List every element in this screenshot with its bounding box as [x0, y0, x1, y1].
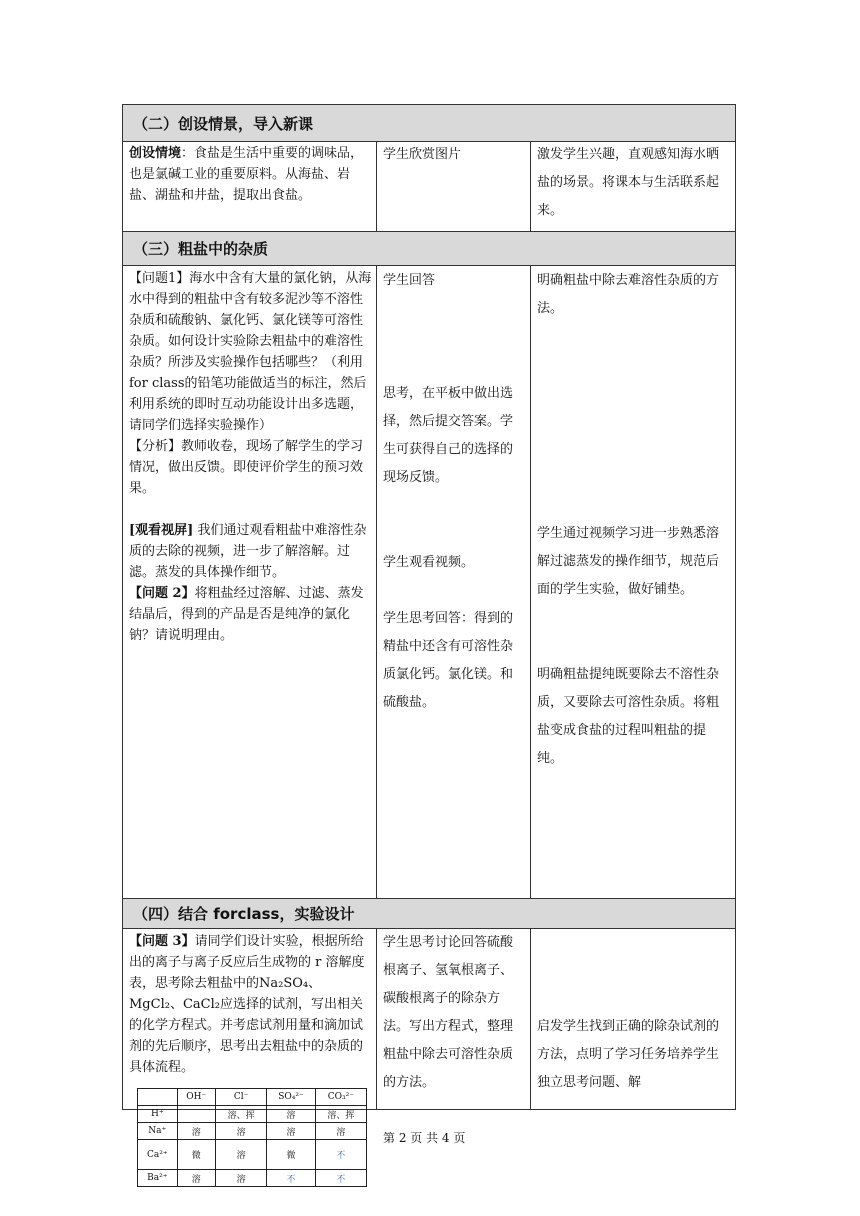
section2-col1-bold: 创设情境 — [129, 146, 182, 161]
section3-col2-c-text: 学生观看视频。 — [383, 555, 475, 570]
section4-col1 — [129, 931, 372, 1078]
table-cell: 溶 — [177, 1123, 215, 1140]
section-heading-4-text: （四）结合 forclass，实验设计 — [133, 904, 355, 923]
table-cell: 微 — [177, 1140, 215, 1170]
table-border-right — [735, 104, 736, 1110]
section3-col3-a-text: 明确粗盐中除去难溶性杂质的方法。 — [537, 273, 720, 316]
table-cell: Na⁺ — [138, 1123, 178, 1140]
section3-col3-a — [537, 267, 730, 323]
table-border-left — [122, 104, 123, 1110]
solubility-table — [137, 1088, 367, 1187]
column-divider — [376, 928, 377, 1110]
column-divider — [530, 141, 531, 231]
table-cell: 溶 — [215, 1170, 266, 1187]
watch-video-label: [观看视屏] — [129, 523, 194, 538]
section2-col1 — [129, 143, 372, 206]
table-cell: 微 — [267, 1140, 316, 1170]
section-heading-2-text: （二）创设情景，导入新课 — [133, 114, 314, 133]
watch-video-text: 我们通过观看粗盐中难溶性杂质的去除的视频，进一步了解溶解。过滤。蒸发的具体操作细节。 — [129, 523, 367, 580]
table-cell: 溶 — [315, 1123, 366, 1140]
table-cell: 溶 — [267, 1106, 316, 1123]
section3-col3-c-text: 明确粗盐提纯既要除去不溶性杂质，又要除去可溶性杂质。将粗盐变成食盐的过程叫粗盐的提纯。 — [537, 667, 720, 766]
table-cell: 不 — [315, 1170, 366, 1187]
column-divider — [530, 265, 531, 898]
section2-col2 — [383, 141, 525, 169]
row-divider — [122, 141, 736, 142]
analysis-text: 【分析】教师收卷，现场了解学生的学习情况，做出反馈。即使评价学生的预习效果。 — [129, 439, 364, 496]
section3-col1 — [129, 268, 372, 646]
section3-col3-b-text: 学生通过视频学习进一步熟悉溶解过滤蒸发的操作细节，规范后面的学生实验，做好铺垫。 — [537, 526, 720, 597]
question2-text: 将粗盐经过溶解、过滤、蒸发结晶后，得到的产品是否是纯净的氯化钠？请说明理由。 — [129, 586, 364, 643]
section-heading-3-text: （三）粗盐中的杂质 — [133, 239, 269, 258]
table-cell — [177, 1106, 215, 1123]
table-cell — [138, 1089, 178, 1106]
question3-text: 请同学们设计实验，根据所给出的离子与离子反应后生成物的 r 溶解度表，思考除去粗盐中的Na₂SO₄、MgCl₂、CaCl₂应选择的试剂，写出相关的化学方程式。并考虑试剂用量和滴加试剂的先后顺序，思考出去粗盐中的杂质的具体流程。 — [129, 934, 365, 1075]
section4-col3 — [537, 1013, 730, 1097]
column-divider — [376, 141, 377, 231]
section-heading-3 — [123, 231, 735, 265]
section3-col2-c — [383, 549, 525, 577]
section3-col2-a-text: 学生回答 — [383, 273, 436, 288]
row-divider — [122, 898, 736, 899]
row-divider — [122, 928, 736, 929]
table-cell: Cl⁻ — [215, 1089, 266, 1106]
table-cell: OH⁻ — [177, 1089, 215, 1106]
section3-col2-a — [383, 267, 525, 295]
table-border-top — [122, 104, 736, 105]
table-cell: 溶、挥 — [315, 1106, 366, 1123]
section3-col3-c — [537, 661, 730, 773]
question2-label: 【问题 2】 — [129, 586, 195, 601]
section2-col1-text: ：食盐是生活中重要的调味品，也是氯碱工业的重要原料。从海盐、岩盐、湖盐和井盐，提取出食盐。 — [129, 146, 364, 203]
table-row — [138, 1123, 367, 1140]
section3-col2-b — [383, 380, 525, 492]
section3-col3-b — [537, 520, 730, 604]
table-cell: 溶 — [267, 1123, 316, 1140]
table-cell: Ba²⁺ — [138, 1170, 178, 1187]
table-row — [138, 1089, 367, 1106]
section4-col3-text: 启发学生找到正确的除杂试剂的方法，点明了学习任务培养学生独立思考问题、解 — [537, 1019, 720, 1090]
table-row — [138, 1140, 367, 1170]
table-cell: CO₃²⁻ — [315, 1089, 366, 1106]
table-cell: 不 — [315, 1140, 366, 1170]
table-row — [138, 1106, 367, 1123]
question3-label: 【问题 3】 — [129, 934, 195, 949]
table-cell: 不 — [267, 1170, 316, 1187]
section2-col3-text: 激发学生兴趣，直观感知海水晒盐的场景。将课本与生活联系起来。 — [537, 147, 720, 218]
section3-col2-b-text: 思考，在平板中做出选择，然后提交答案。学生可获得自己的选择的现场反馈。 — [383, 386, 514, 485]
table-cell: 溶、挥 — [215, 1106, 266, 1123]
page-number: 第 2 页 共 4 页 — [383, 1131, 466, 1145]
row-divider — [122, 265, 736, 266]
table-cell: 溶 — [215, 1123, 266, 1140]
section2-col2-text: 学生欣赏图片 — [383, 147, 462, 162]
section4-col2 — [383, 929, 525, 1097]
question1-text: 【问题1】海水中含有大量的氯化钠，从海水中得到的粗盐中含有较多泥沙等不溶性杂质和硫酸钠、氯化钙、氯化镁等可溶性杂质。如何设计实验除去粗盐中的难溶性杂质？所涉及实验操作包括哪些？（利用for class的铅笔功能做适当的标注，然后利用系统的即时互动功能设计出多选题，请同学们选择实验操作） — [129, 271, 372, 433]
column-divider — [530, 928, 531, 1110]
table-cell: Ca²⁺ — [138, 1140, 178, 1170]
section2-col3 — [537, 141, 730, 225]
column-divider — [376, 265, 377, 898]
table-row — [138, 1170, 367, 1187]
table-cell: H⁺ — [138, 1106, 178, 1123]
section-heading-4 — [123, 898, 735, 928]
table-cell: SO₄²⁻ — [267, 1089, 316, 1106]
row-divider — [122, 231, 736, 232]
section4-col2-text: 学生思考讨论回答硫酸根离子、氢氧根离子、碳酸根离子的除杂方法。写出方程式，整理粗盐中除去可溶性杂质的方法。 — [383, 935, 514, 1090]
section3-col2-d-text: 学生思考回答：得到的精盐中还含有可溶性杂质氯化钙。氯化镁。和硫酸盐。 — [383, 611, 514, 710]
table-cell: 溶 — [177, 1170, 215, 1187]
section-heading-2 — [123, 105, 735, 141]
section3-col2-d — [383, 605, 525, 717]
table-cell: 溶 — [215, 1140, 266, 1170]
